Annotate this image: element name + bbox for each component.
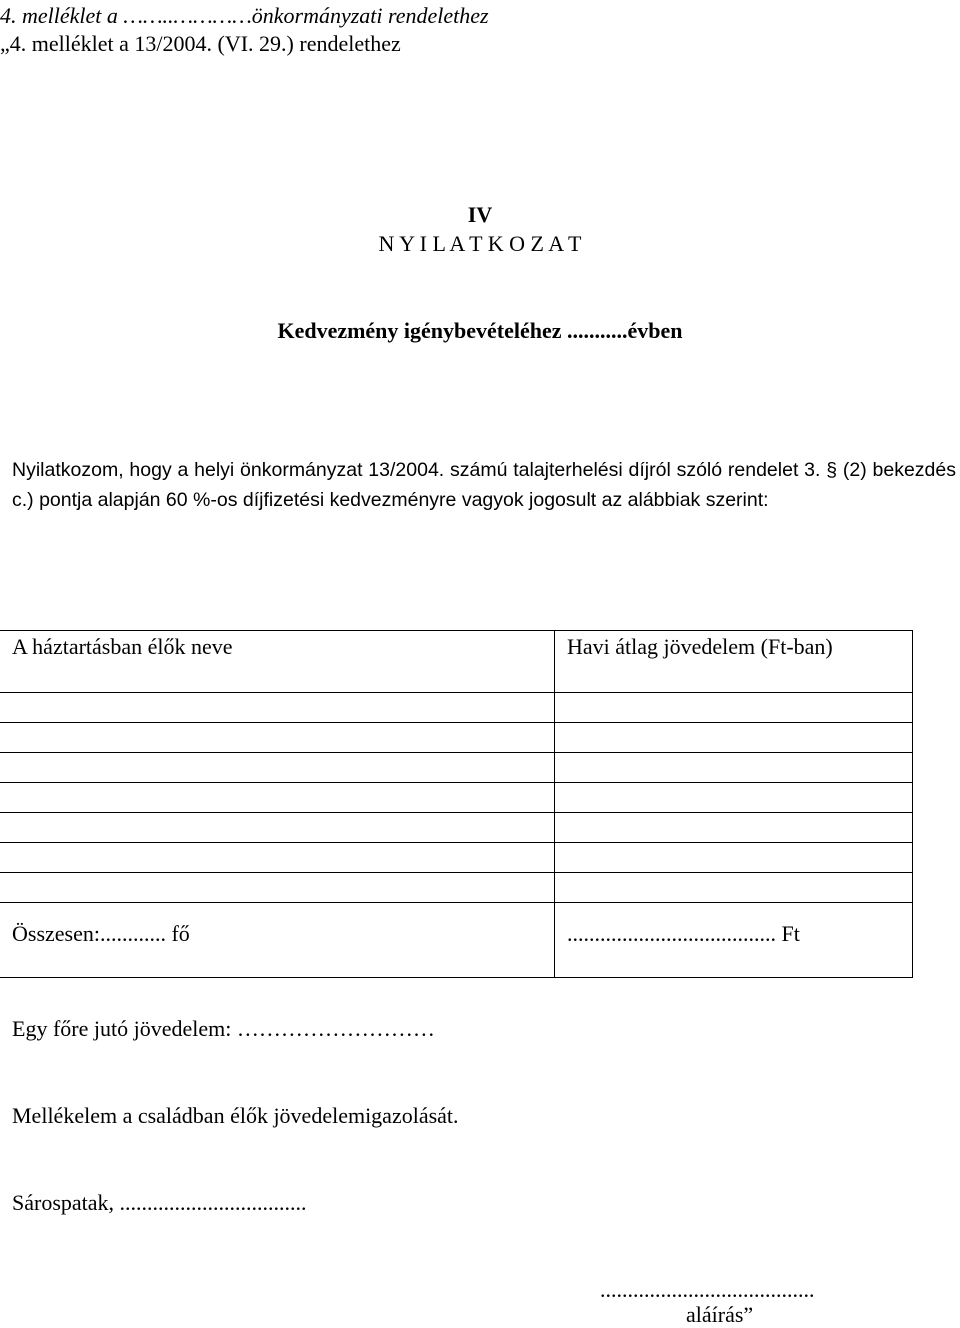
table-row[interactable] bbox=[0, 723, 913, 753]
table-row[interactable] bbox=[0, 693, 913, 723]
header-line-2: „4. melléklet a 13/2004. (VI. 29.) rendelethez bbox=[0, 31, 401, 56]
income-cell[interactable] bbox=[555, 873, 913, 903]
name-cell[interactable] bbox=[0, 693, 555, 723]
declaration-paragraph: Nyilatkozom, hogy a helyi önkormányzat 13/2004. számú talajterhelési díjról szóló rendelet 3. § (2) bekezdés c.) pontja alapján 60 %-os díjfizetési kedvezményre vagyok jogosult az alábbiak szerint: bbox=[12, 459, 956, 511]
name-cell[interactable] bbox=[0, 783, 555, 813]
name-cell[interactable] bbox=[0, 843, 555, 873]
income-cell[interactable] bbox=[555, 753, 913, 783]
income-cell[interactable] bbox=[555, 783, 913, 813]
table-row[interactable] bbox=[0, 873, 913, 903]
total-amount: ...................................... Ft bbox=[555, 903, 913, 978]
total-persons: Összesen:............ fő bbox=[0, 903, 555, 978]
income-cell[interactable] bbox=[555, 813, 913, 843]
per-capita-income: Egy főre jutó jövedelem: ……………………… bbox=[12, 1016, 435, 1041]
signature-line: ....................................... bbox=[600, 1277, 815, 1302]
name-cell[interactable] bbox=[0, 873, 555, 903]
income-cell[interactable] bbox=[555, 723, 913, 753]
document-subtitle: Kedvezmény igénybevételéhez ...........évben bbox=[277, 318, 683, 343]
income-cell[interactable] bbox=[555, 693, 913, 723]
name-cell[interactable] bbox=[0, 813, 555, 843]
place-date: Sárospatak, .................................. bbox=[12, 1190, 307, 1215]
table-header-row bbox=[0, 631, 913, 693]
table-total-row bbox=[0, 903, 913, 978]
income-cell[interactable] bbox=[555, 843, 913, 873]
table-row[interactable] bbox=[0, 753, 913, 783]
column-header-income: Havi átlag jövedelem (Ft-ban) bbox=[555, 631, 913, 693]
header-line-1: 4. melléklet a ……..…………önkormányzati rendelethez bbox=[0, 3, 489, 28]
table-row[interactable] bbox=[0, 843, 913, 873]
column-header-name: A háztartásban élők neve bbox=[0, 631, 555, 693]
signature-label: aláírás” bbox=[686, 1302, 754, 1327]
table-row[interactable] bbox=[0, 783, 913, 813]
income-table bbox=[0, 630, 913, 978]
document-title: N Y I L A T K O Z A T bbox=[378, 231, 582, 256]
table-row[interactable] bbox=[0, 813, 913, 843]
attachment-note: Mellékelem a családban élők jövedelemigazolását. bbox=[12, 1103, 459, 1128]
name-cell[interactable] bbox=[0, 723, 555, 753]
document-number: IV bbox=[467, 202, 493, 227]
name-cell[interactable] bbox=[0, 753, 555, 783]
